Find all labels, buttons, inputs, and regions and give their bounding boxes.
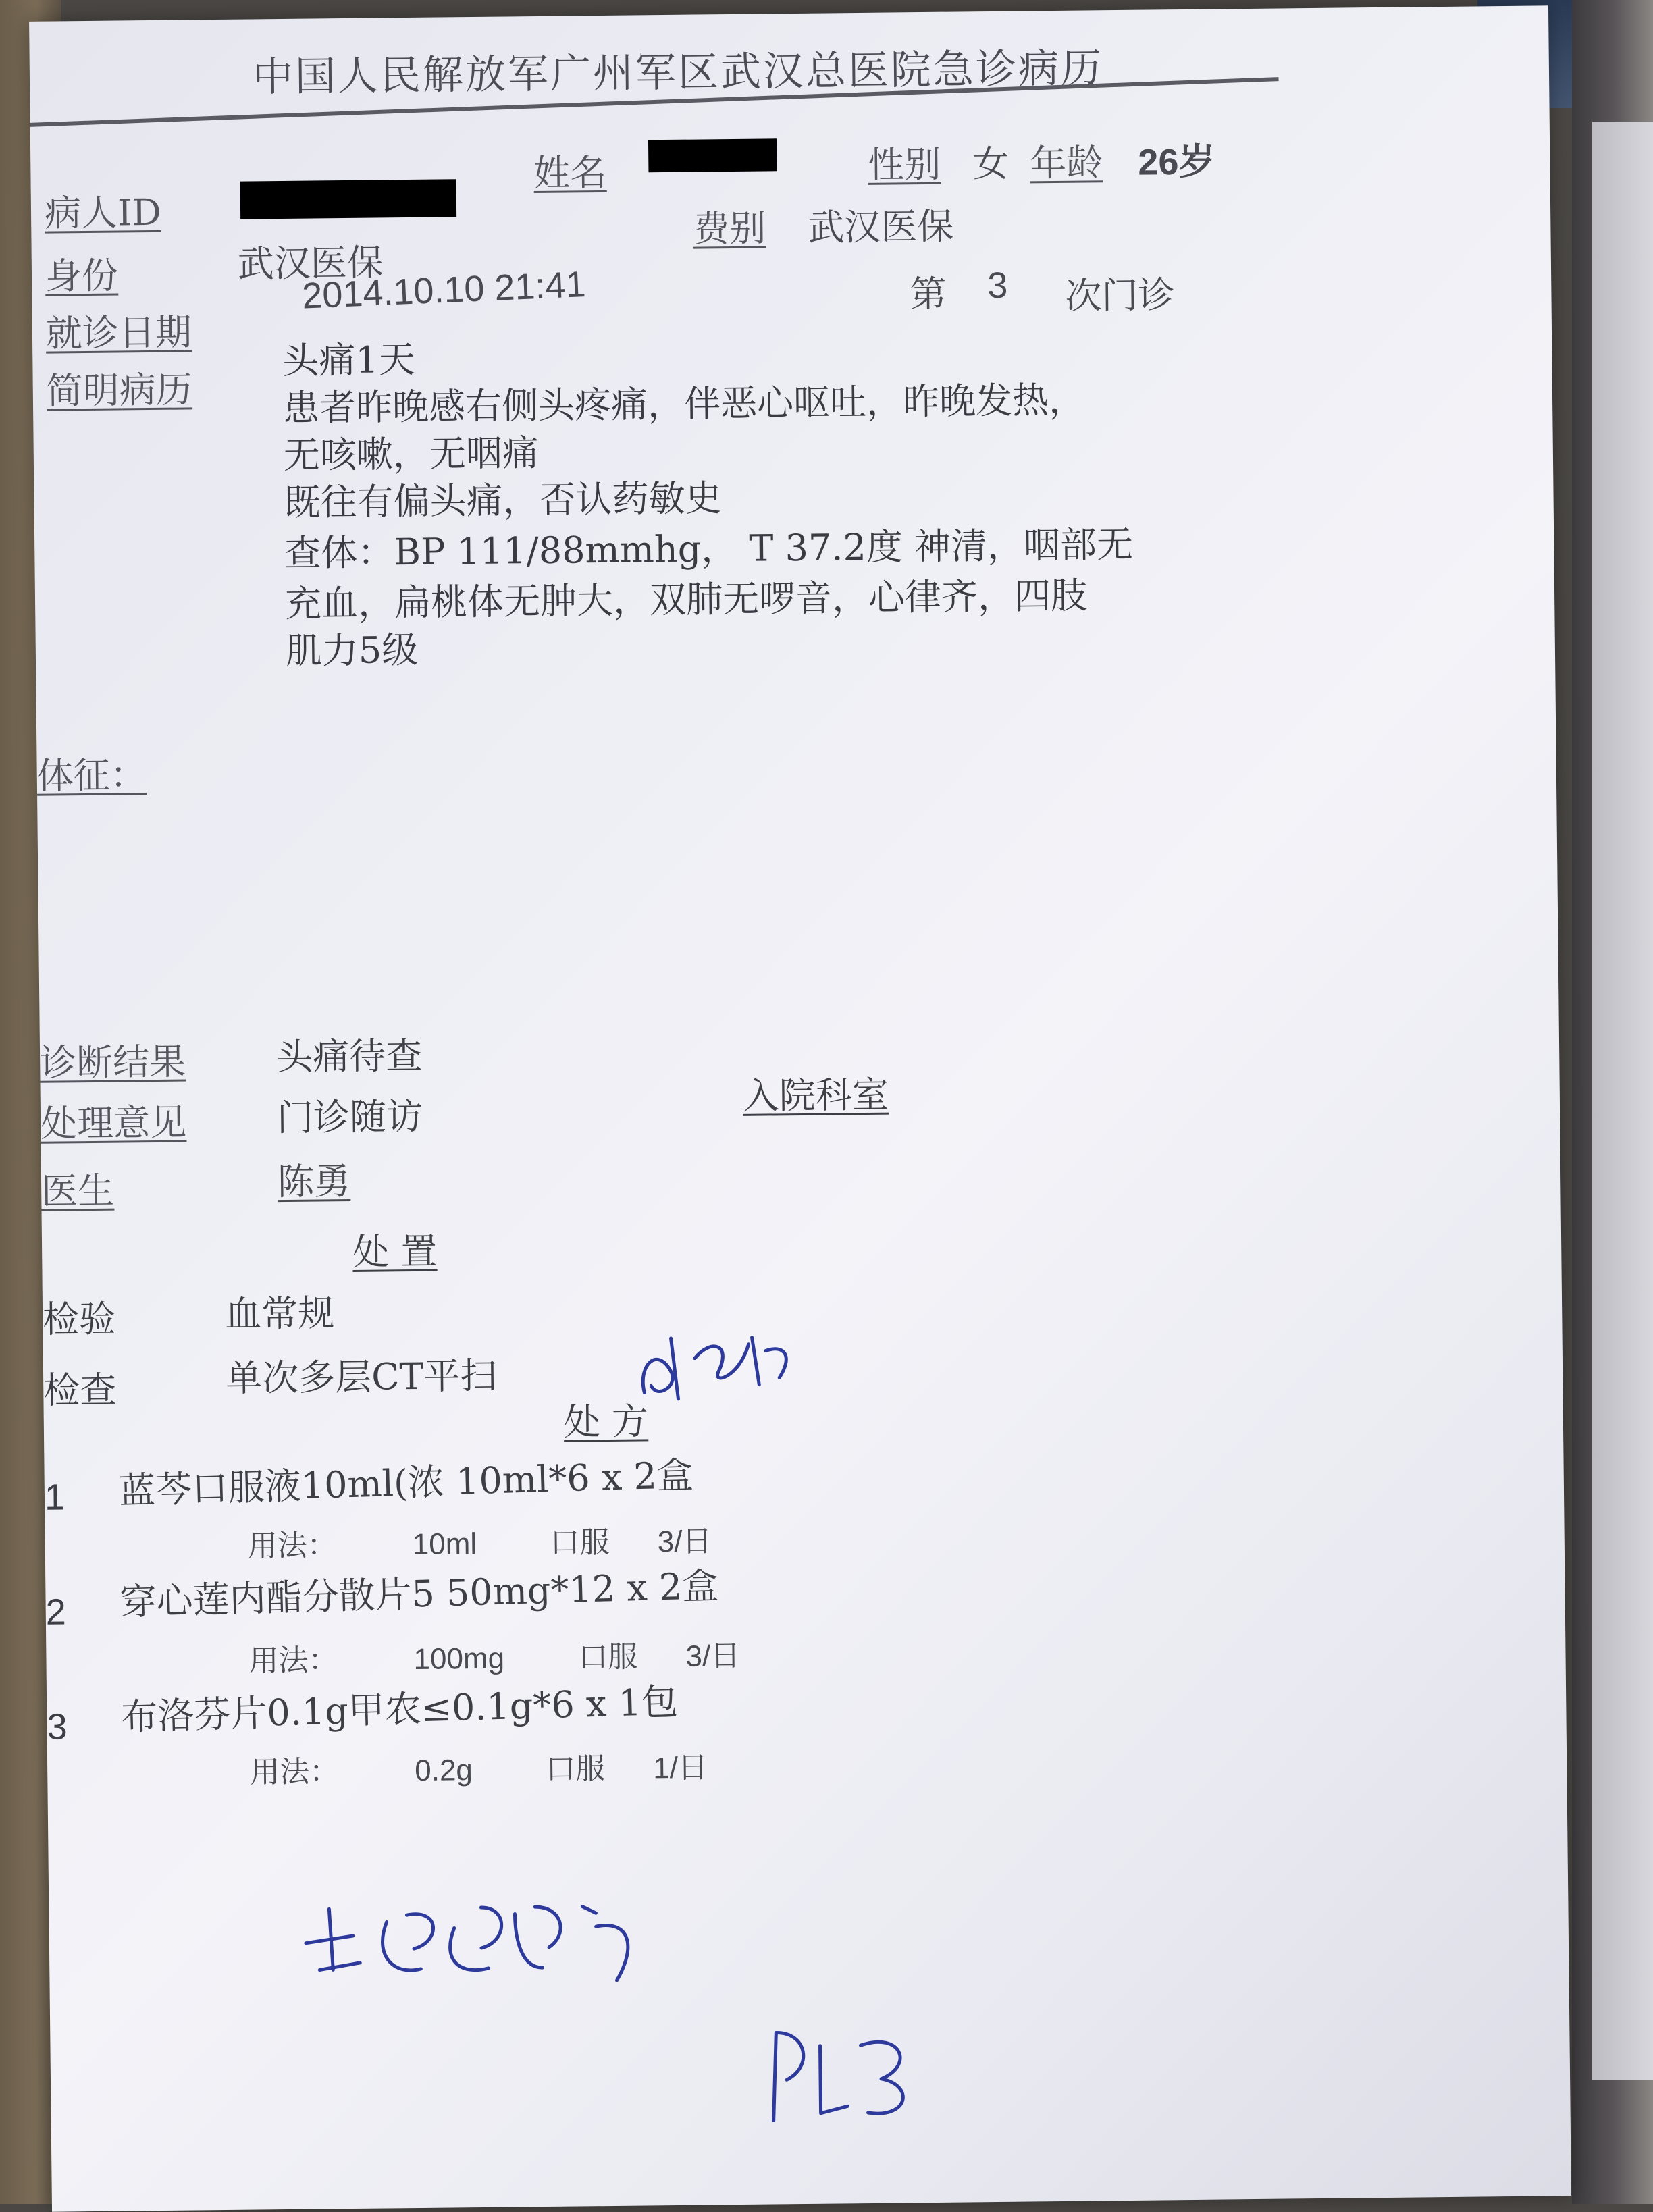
rx-item-1-freq: 3/日: [657, 1525, 712, 1559]
diagnosis-value: 头痛待查: [276, 1034, 423, 1079]
rx-item-1-dose: 10ml: [412, 1527, 477, 1562]
sex-value: 女: [972, 142, 1009, 186]
history-line-7: 肌力5级: [285, 628, 419, 673]
identity-label: 身份: [45, 254, 119, 298]
disposal-title: 处 置: [352, 1230, 438, 1273]
rx-item-3-usage: [250, 1743, 708, 1791]
paper-stack-right: [1592, 122, 1653, 2080]
patient-id-label: 病人ID: [44, 190, 162, 235]
fee-value: 武汉医保: [808, 205, 954, 249]
handwritten-signature-1: [278, 1865, 685, 2018]
exam-label: 检查: [43, 1368, 117, 1412]
rx-item-3-dose: 0.2g: [414, 1754, 473, 1788]
exam-value: 单次多层CT平扫: [225, 1354, 497, 1400]
medical-record-sheet: [29, 5, 1571, 2211]
patient-id-redaction: [240, 179, 457, 219]
patient-name-redaction: [648, 138, 777, 172]
age-value: 26岁: [1138, 141, 1215, 183]
doctor-label: 医生: [41, 1169, 115, 1213]
history-line-3: 无咳嗽，无咽痛: [283, 431, 540, 477]
rx-item-1-usage-label: 用法：: [247, 1528, 338, 1564]
fee-label: 费别: [693, 207, 766, 251]
admission-dept-label: 入院科室: [742, 1073, 889, 1117]
visit-count-suffix: 次门诊: [1065, 273, 1175, 317]
signs-label: 体征：: [36, 754, 147, 797]
handwritten-signature-2: [745, 2004, 963, 2141]
lab-test-label: 检验: [42, 1297, 116, 1341]
rx-item-2-name: 穿心莲内酯分散片5 50mg*12 x 2盒: [119, 1564, 720, 1624]
history-line-2: 患者昨晚感右侧头疼痛，伴恶心呕吐，昨晚发热，: [282, 378, 1086, 429]
history-line-6: 充血，扁桃体无肿大，双肺无啰音，心律齐，四肢: [284, 574, 1088, 625]
visit-date-value: 2014.10.10 21:41: [301, 264, 587, 317]
history-line-4: 既往有偏头痛，否认药敏史: [284, 477, 722, 524]
identity-value: 武汉医保: [237, 241, 384, 286]
diagnosis-label: 诊断结果: [39, 1040, 186, 1084]
record-title: 中国人民解放军广州军区武汉总医院急诊病历: [252, 45, 1104, 101]
history-line-5: 查体：BP 111/88mmhg， T 37.2度 神清，咽部无: [284, 523, 1134, 575]
handwritten-initials-ct: [630, 1317, 806, 1413]
visit-date-label: 就诊日期: [45, 311, 192, 355]
rx-item-2-index: 2: [45, 1591, 67, 1633]
treatment-value: 门诊随访: [276, 1095, 423, 1140]
rx-item-2-usage: [248, 1631, 740, 1680]
visit-count-number: 3: [987, 265, 1008, 307]
patient-name-label: 姓名: [533, 151, 607, 195]
history-line-1: 头痛1天: [282, 338, 416, 382]
rx-item-2-freq: 3/日: [685, 1639, 741, 1673]
doctor-value: 陈勇: [277, 1159, 351, 1204]
rx-item-1-usage: [247, 1517, 712, 1564]
visit-count-prefix: 第: [910, 272, 947, 316]
rx-item-3-name: 布洛芬片0.1g甲农≤0.1g*6 x 1包: [120, 1680, 679, 1739]
rx-item-1-index: 1: [44, 1477, 65, 1518]
rx-item-3-index: 3: [47, 1706, 68, 1747]
rx-item-3-route: 口服: [545, 1752, 606, 1787]
lab-test-value: 血常规: [224, 1292, 335, 1336]
rx-item-2-usage-label: 用法：: [248, 1643, 338, 1679]
history-label: 简明病历: [46, 368, 193, 413]
age-label: 年龄: [1030, 141, 1103, 185]
sex-label: 性别: [868, 142, 941, 186]
rx-item-1-name: 蓝芩口服液10ml(浓 10ml*6 x 2盒: [118, 1453, 694, 1512]
prescription-title: 处 方: [563, 1400, 649, 1444]
rx-item-3-usage-label: 用法：: [249, 1754, 340, 1790]
rx-item-3-freq: 1/日: [652, 1751, 708, 1785]
rx-item-1-route: 口服: [550, 1525, 610, 1560]
treatment-label: 处理意见: [40, 1101, 187, 1145]
rx-item-2-route: 口服: [578, 1639, 638, 1675]
rx-item-2-dose: 100mg: [413, 1641, 505, 1677]
